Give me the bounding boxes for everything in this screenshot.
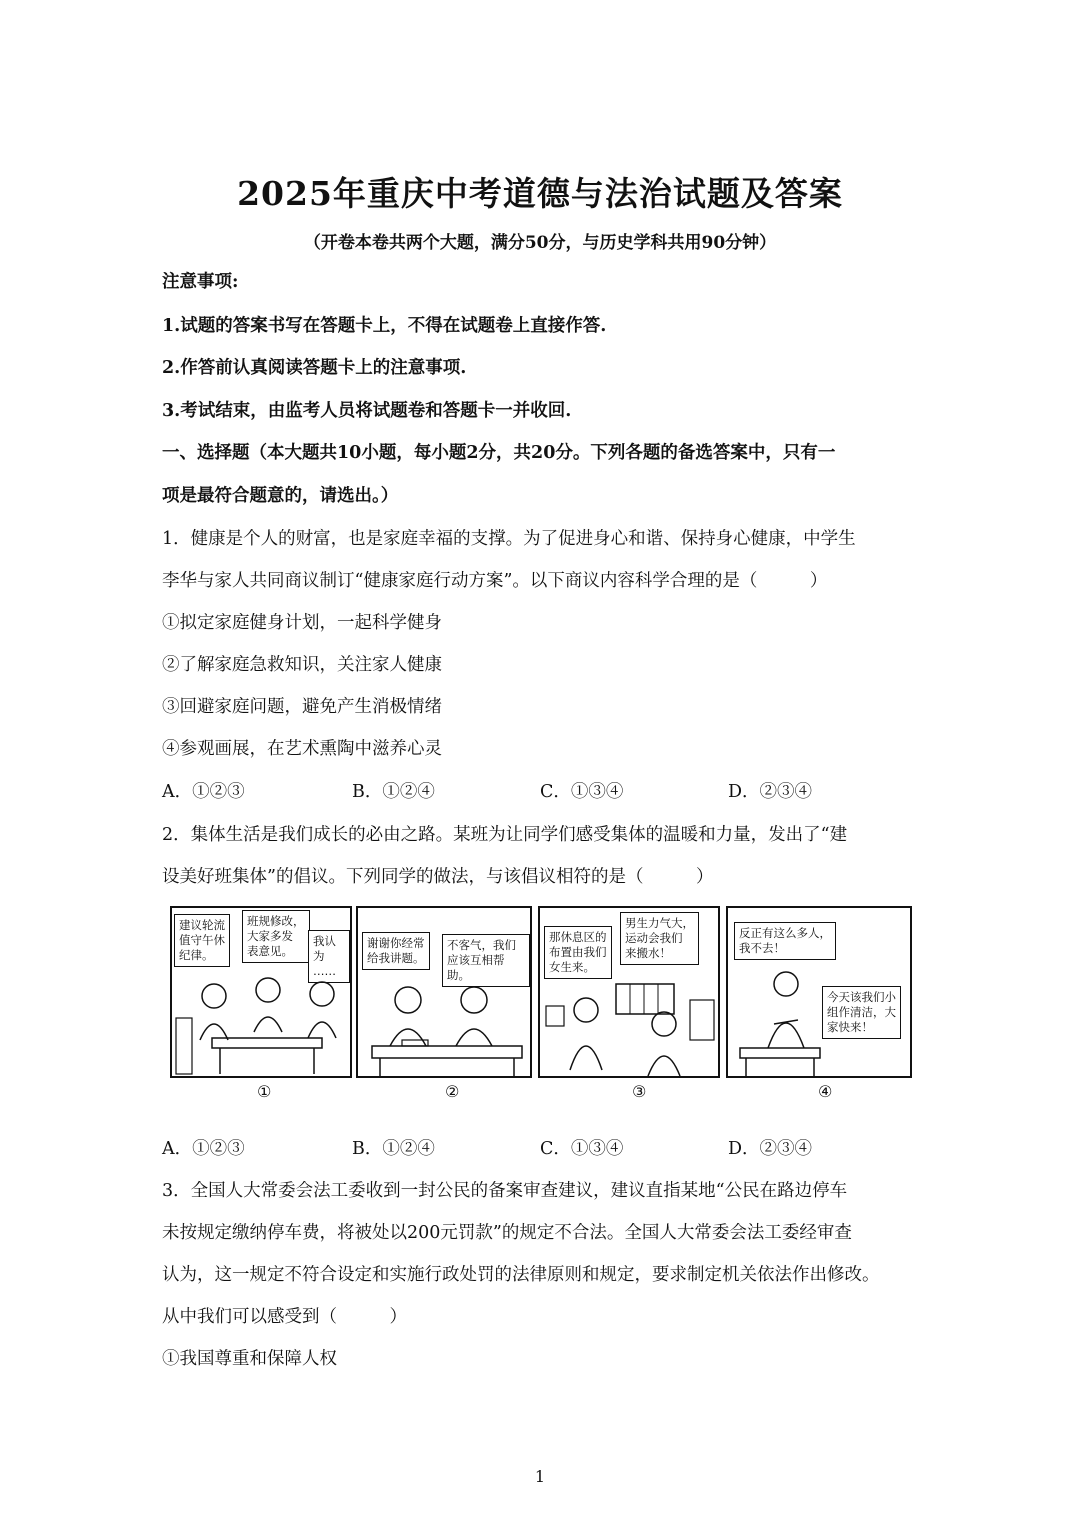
page-number: 1 <box>534 1467 546 1486</box>
panel-label: ③ <box>632 1082 647 1101</box>
note-item: 2.作答前认真阅读答题卡上的注意事项. <box>162 358 467 378</box>
question-1-item: ②了解家庭急救知识，关注家人健康 <box>162 655 442 675</box>
comic-strip <box>170 906 912 1082</box>
speech-bubble: 男生力气大， 运动会我们 来搬水！ <box>620 912 699 965</box>
speech-bubble: 今天该我们小 组作清洁，大 家快来！ <box>822 986 901 1039</box>
option-a[interactable]: A．①②③ <box>162 782 245 802</box>
question-3-stem-cont: 认为，这一规定不符合设定和实施行政处罚的法律原则和规定，要求制定机关依法作出修改。 <box>162 1265 880 1285</box>
note-item: 1.试题的答案书写在答题卡上，不得在试题卷上直接作答. <box>162 316 607 336</box>
notes-heading: 注意事项: <box>162 272 239 292</box>
question-2-stem: 2．集体生活是我们成长的必由之路。某班为让同学们感受集体的温暖和力量，发出了“建 <box>162 825 848 845</box>
question-3-item: ①我国尊重和保障人权 <box>162 1349 337 1369</box>
students-moving-drawing <box>540 970 720 1078</box>
section-heading-cont: 项是最符合题意的，请选出。） <box>162 486 399 506</box>
question-3-stem-cont: 未按规定缴纳停车费，将被处以200元罚款”的规定不合法。全国人大常委会法工委经审查 <box>162 1223 852 1243</box>
student-refusing-drawing <box>728 962 824 1078</box>
question-1-item: ④参观画展，在艺术熏陶中滋养心灵 <box>162 739 442 759</box>
speech-bubble: 不客气，我们 应该互相帮助。 <box>442 934 530 987</box>
panel-label: ② <box>445 1082 460 1101</box>
option-d[interactable]: D．②③④ <box>728 1139 813 1159</box>
panel-label: ④ <box>818 1082 833 1101</box>
option-c[interactable]: C．①③④ <box>540 1139 624 1159</box>
comic-panel-2 <box>356 906 532 1078</box>
option-d[interactable]: D．②③④ <box>728 782 813 802</box>
question-3-stem: 3．全国人大常委会法工委收到一封公民的备案审查建议，建议直指某地“公民在路边停车 <box>162 1181 848 1201</box>
page-title: 2025年重庆中考道德与法治试题及答案 <box>237 174 843 213</box>
speech-bubble: 谢谢你经常 给我讲题。 <box>362 932 430 970</box>
speech-bubble: 我认为 …… <box>308 930 350 983</box>
option-c[interactable]: C．①③④ <box>540 782 624 802</box>
speech-bubble: 建议轮流 值守午休 纪律。 <box>174 914 230 967</box>
panel-label: ① <box>257 1082 272 1101</box>
speech-bubble: 反正有这么多人， 我不去！ <box>734 922 836 960</box>
comic-panel-1 <box>170 906 352 1078</box>
comic-panel-3 <box>538 906 720 1078</box>
section-heading: 一、选择题（本大题共10小题，每小题2分，共20分。下列各题的备选答案中，只有一 <box>162 443 836 463</box>
question-2-stem-cont: 设美好班集体”的倡议。下列同学的做法，与该倡议相符的是（ ） <box>162 867 714 887</box>
question-1-item: ③回避家庭问题，避免产生消极情绪 <box>162 697 442 717</box>
option-a[interactable]: A．①②③ <box>162 1139 245 1159</box>
speech-bubble: 班规修改， 大家多发 表意见。 <box>242 910 310 963</box>
option-b[interactable]: B．①②④ <box>352 782 435 802</box>
comic-panel-4 <box>726 906 912 1078</box>
question-1-stem-cont: 李华与家人共同商议制订“健康家庭行动方案”。以下商议内容科学合理的是（ ） <box>162 571 828 591</box>
note-item: 3.考试结束，由监考人员将试题卷和答题卡一并收回. <box>162 401 572 421</box>
option-b[interactable]: B．①②④ <box>352 1139 435 1159</box>
question-1-stem: 1．健康是个人的财富，也是家庭幸福的支撑。为了促进身心和谐、保持身心健康，中学生 <box>162 529 856 549</box>
speech-bubble: 那休息区的 布置由我们 女生来。 <box>544 926 612 979</box>
question-3-stem-cont: 从中我们可以感受到（ ） <box>162 1307 407 1327</box>
exam-subtitle: （开卷本卷共两个大题，满分50分，与历史学科共用90分钟） <box>303 233 777 253</box>
students-studying-drawing <box>358 970 530 1078</box>
question-1-item: ①拟定家庭健身计划，一起科学健身 <box>162 613 442 633</box>
classroom-discussion-drawing <box>172 968 352 1078</box>
